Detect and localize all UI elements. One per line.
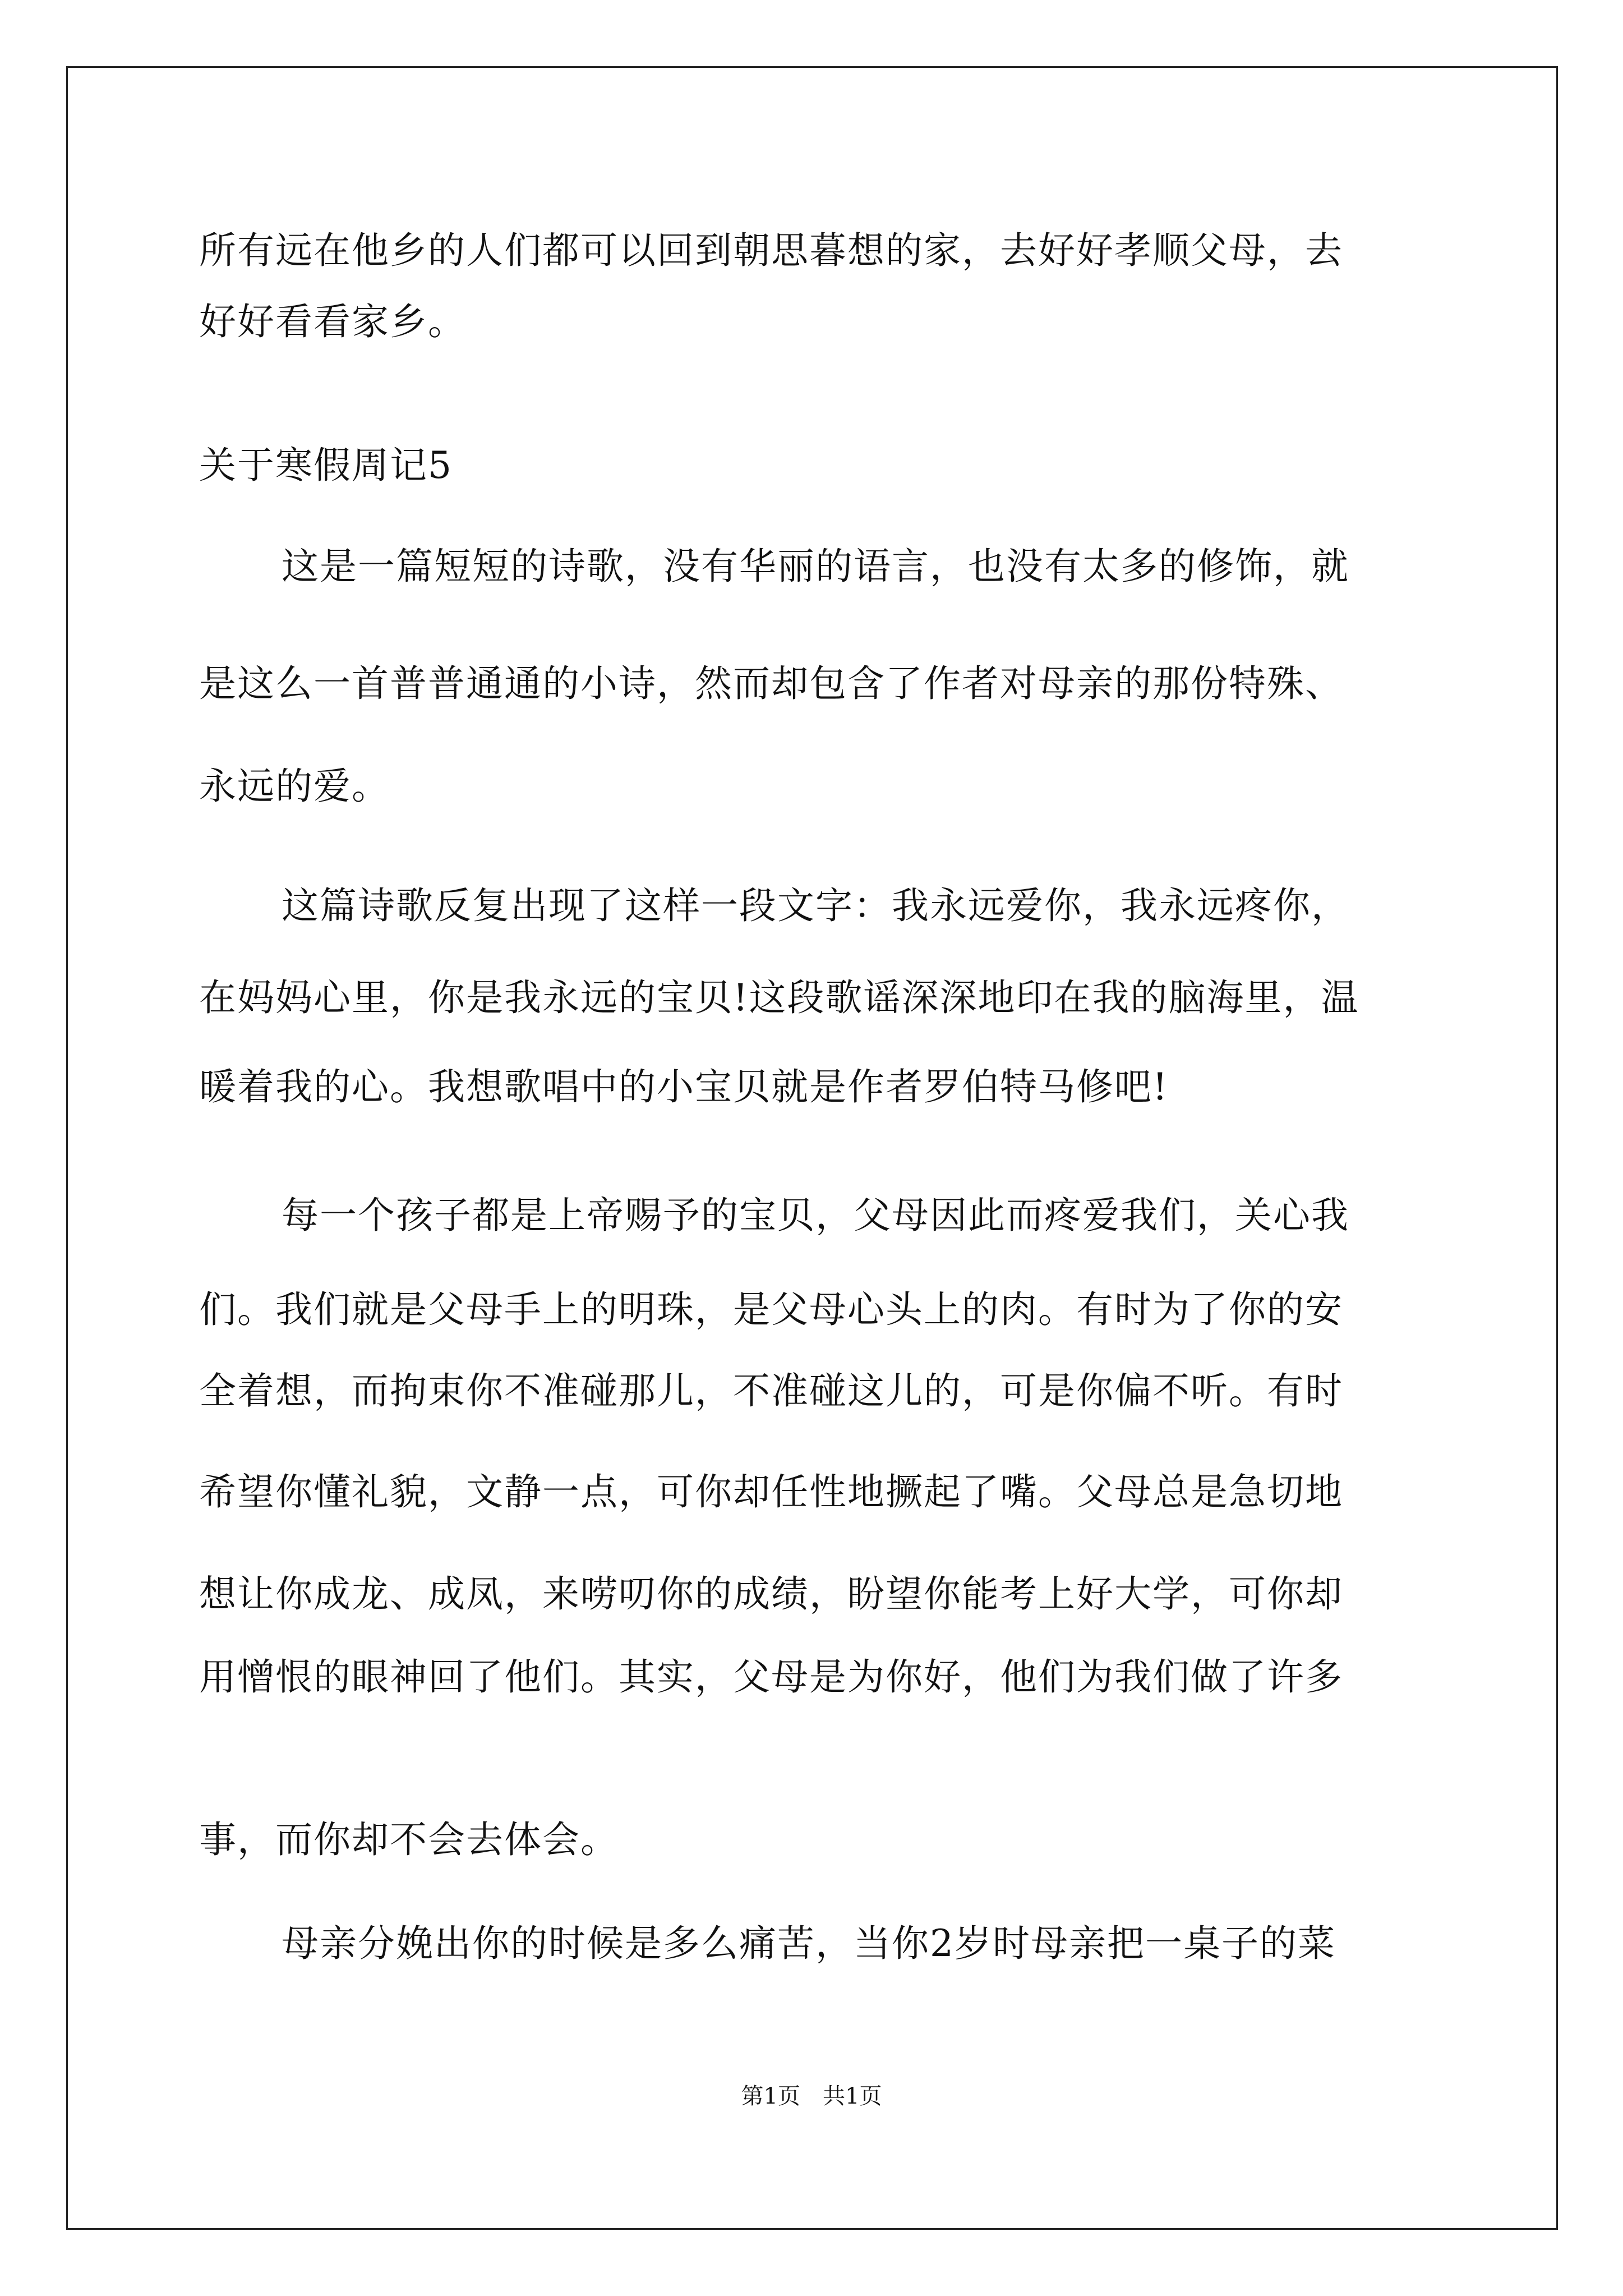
body-line: 用憎恨的眼神回了他们。其实，父母是为你好，他们为我们做了许多 — [199, 1655, 1343, 1699]
body-line: 事，而你却不会去体会。 — [199, 1818, 619, 1861]
body-line: 在妈妈心里，你是我永远的宝贝!这段歌谣深深地印在我的脑海里，温 — [199, 976, 1359, 1019]
body-line: 所有远在他乡的人们都可以回到朝思暮想的家，去好好孝顺父母，去 — [199, 229, 1343, 272]
body-line: 这篇诗歌反复出现了这样一段文字：我永远爱你，我永远疼你， — [282, 884, 1349, 927]
body-line: 希望你懂礼貌，文静一点，可你却任性地撅起了嘴。父母总是急切地 — [199, 1470, 1343, 1513]
body-line: 们。我们就是父母手上的明珠，是父母心头上的肉。有时为了你的安 — [199, 1288, 1343, 1331]
body-line: 每一个孩子都是上帝赐予的宝贝，父母因此而疼爱我们，关心我 — [282, 1194, 1349, 1237]
body-line: 想让你成龙、成凤，来唠叨你的成绩，盼望你能考上好大学，可你却 — [199, 1572, 1343, 1616]
section-heading: 关于寒假周记5 — [199, 444, 453, 487]
page-border — [66, 66, 1558, 2230]
page-number-footer: 第1页 共1页 — [741, 2083, 882, 2109]
body-line: 母亲分娩出你的时候是多么痛苦，当你2岁时母亲把一桌子的菜 — [282, 1922, 1336, 1965]
body-line: 这是一篇短短的诗歌，没有华丽的语言，也没有太多的修饰，就 — [282, 545, 1349, 588]
body-line: 好好看看家乡。 — [199, 300, 466, 343]
body-line: 永远的爱。 — [199, 765, 390, 808]
body-line: 暖着我的心。我想歌唱中的小宝贝就是作者罗伯特马修吧! — [199, 1065, 1169, 1108]
body-line: 全着想，而拘束你不准碰那儿，不准碰这儿的，可是你偏不听。有时 — [199, 1369, 1343, 1412]
body-line: 是这么一首普普通通的小诗，然而却包含了作者对母亲的那份特殊、 — [199, 662, 1343, 705]
